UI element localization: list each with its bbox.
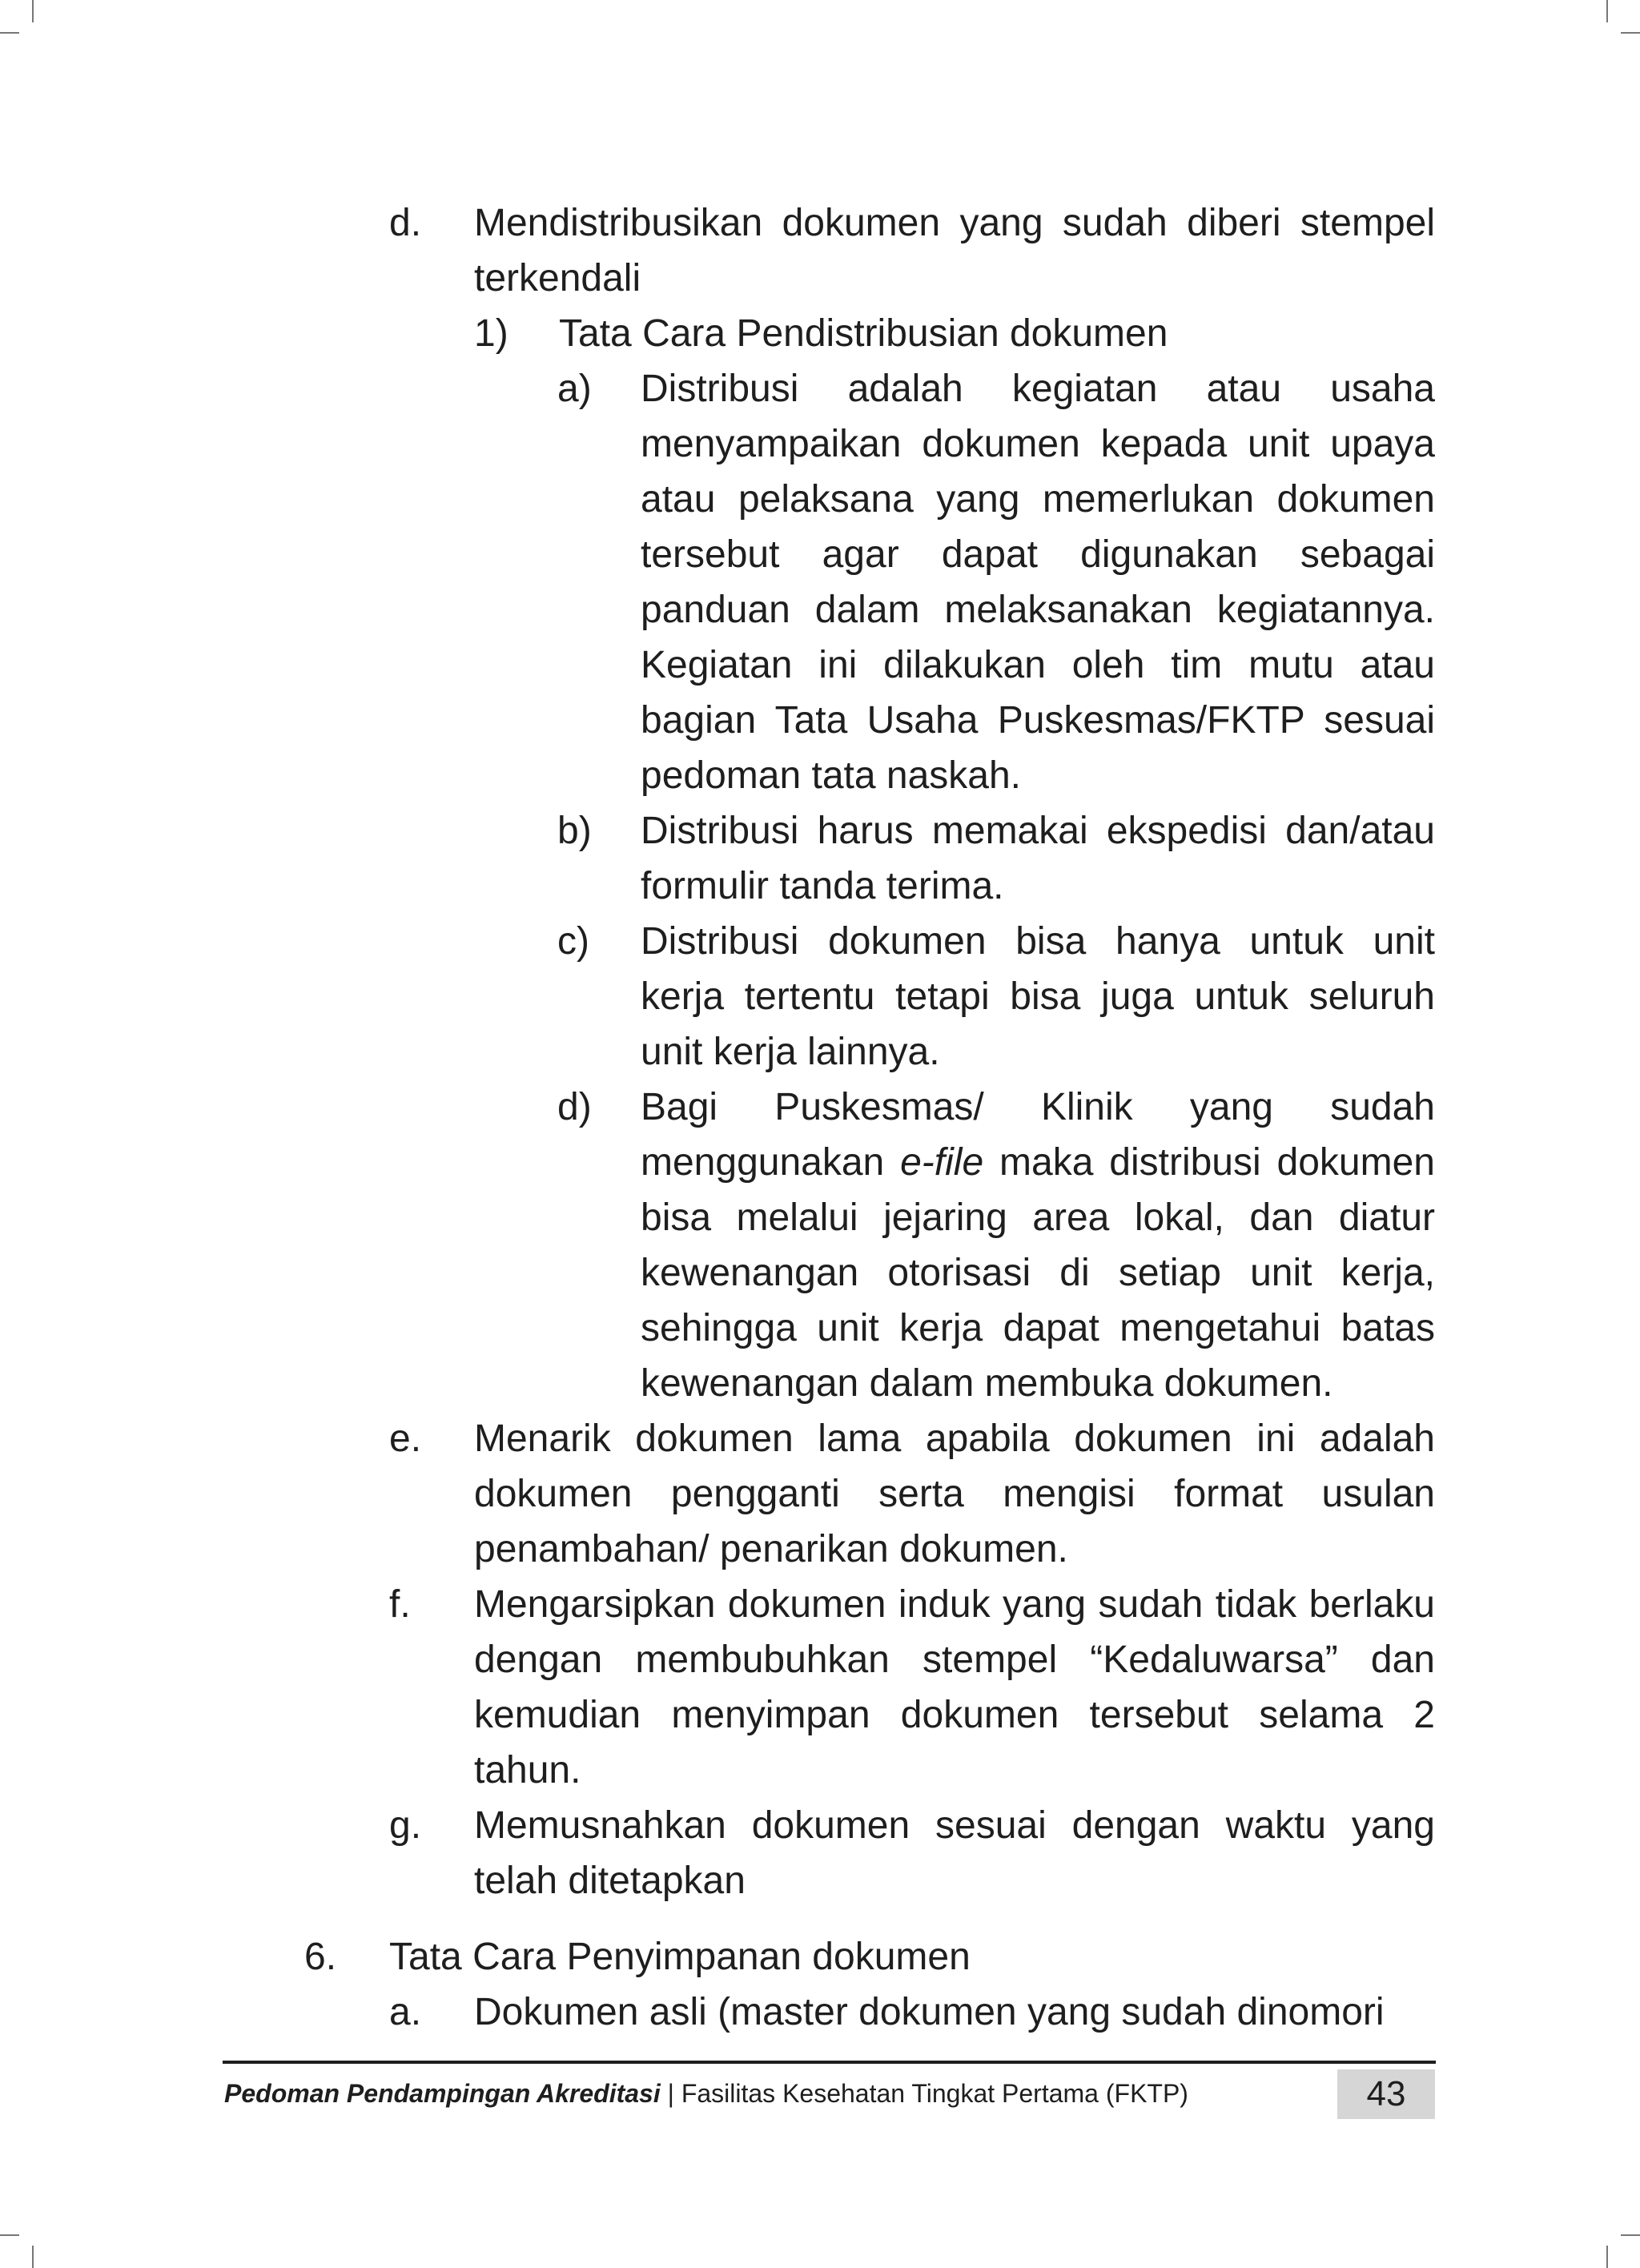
list-marker: g. — [389, 1804, 422, 1847]
list-text: Distribusi dokumen bisa hanya untuk unit kerja tertentu tetapi bisa juga untuk seluruh unit kerja lainnya. — [641, 920, 1435, 1073]
list-marker: f. — [389, 1583, 411, 1626]
efile-term: e-file — [900, 1141, 984, 1184]
list-marker: 1) — [474, 312, 508, 355]
list-item-d-1-d — [304, 1080, 1435, 1411]
crop-mark-bl-h — [0, 2234, 19, 2236]
list-text: Mengarsipkan dokumen induk yang sudah tidak berlaku dengan membubuhkan stempel “Kedaluwarsa” dan kemudian menyimpan dokumen tersebut selama 2 tahun. — [474, 1583, 1435, 1791]
list-marker: e. — [389, 1418, 422, 1460]
footer-title: Pedoman Pendampingan Akreditasi — [224, 2079, 661, 2108]
list-text: Menarik dokumen lama apabila dokumen ini adalah dokumen pengganti serta mengisi format usulan penambahan/ penarikan dokumen. — [474, 1418, 1435, 1570]
footer-divider — [223, 2061, 1436, 2064]
footer-separator: | — [660, 2079, 681, 2108]
list-item-d — [304, 195, 1435, 306]
page-footer — [224, 2074, 1329, 2113]
page-number: 43 — [1337, 2069, 1435, 2119]
list-text: Tata Cara Penyimpanan dokumen — [389, 1936, 971, 1978]
list-item-d-1-a — [304, 361, 1435, 803]
list-item-d-1-c — [304, 914, 1435, 1080]
list-item-6 — [304, 1929, 1435, 1984]
list-marker: a) — [557, 368, 592, 410]
list-text: Distribusi harus memakai ekspedisi dan/atau formulir tanda terima. — [641, 810, 1435, 907]
list-marker: d. — [389, 202, 422, 244]
list-item-d-1-b — [304, 803, 1435, 914]
list-text: Mendistribusikan dokumen yang sudah diberi stempel terkendali — [474, 202, 1435, 300]
text-before: Bagi Puskesmas/ Klinik yang sudah menggunakan — [641, 1086, 1435, 1184]
list-text: Distribusi adalah kegiatan atau usaha menyampaikan dokumen kepada unit upaya atau pelaksana yang memerlukan dokumen tersebut agar dapat digunakan sebagai panduan dalam melaksanakan kegiatannya. Kegiatan ini dilakukan oleh tim mutu atau bagian Tata Usaha Puskesmas/FKTP sesuai pedoman tata naskah. — [641, 368, 1435, 797]
page-content — [304, 195, 1435, 2040]
footer-subtitle: Fasilitas Kesehatan Tingkat Pertama (FKTP) — [681, 2079, 1188, 2108]
crop-mark-bl-v — [32, 2246, 34, 2268]
list-marker: b) — [557, 810, 592, 852]
crop-mark-tr-v — [1606, 0, 1608, 22]
list-item-g — [304, 1798, 1435, 1908]
crop-mark-tr-h — [1621, 32, 1640, 34]
text-after: maka distribusi dokumen bisa melalui jejaring area lokal, dan diatur kewenangan otorisasi di setiap unit kerja, sehingga unit kerja dapat mengetahui batas kewenangan dalam membuka dokumen. — [641, 1141, 1435, 1405]
list-marker: 6. — [304, 1936, 337, 1978]
crop-mark-tl-h — [0, 32, 19, 34]
list-item-e — [304, 1411, 1435, 1577]
list-text: Tata Cara Pendistribusian dokumen — [559, 312, 1168, 355]
list-text: Dokumen asli (master dokumen yang sudah dinomori — [474, 1991, 1385, 2033]
list-text: Memusnahkan dokumen sesuai dengan waktu yang telah ditetapkan — [474, 1804, 1435, 1902]
list-marker: d) — [557, 1086, 592, 1128]
crop-mark-br-h — [1621, 2234, 1640, 2236]
crop-mark-tl-v — [32, 0, 34, 22]
list-item-6-a — [304, 1984, 1435, 2040]
list-item-d-1 — [304, 306, 1435, 361]
list-marker: a. — [389, 1991, 422, 2033]
list-text — [641, 1080, 1435, 1411]
crop-mark-br-v — [1606, 2246, 1608, 2268]
list-marker: c) — [557, 920, 589, 963]
list-item-f — [304, 1577, 1435, 1798]
